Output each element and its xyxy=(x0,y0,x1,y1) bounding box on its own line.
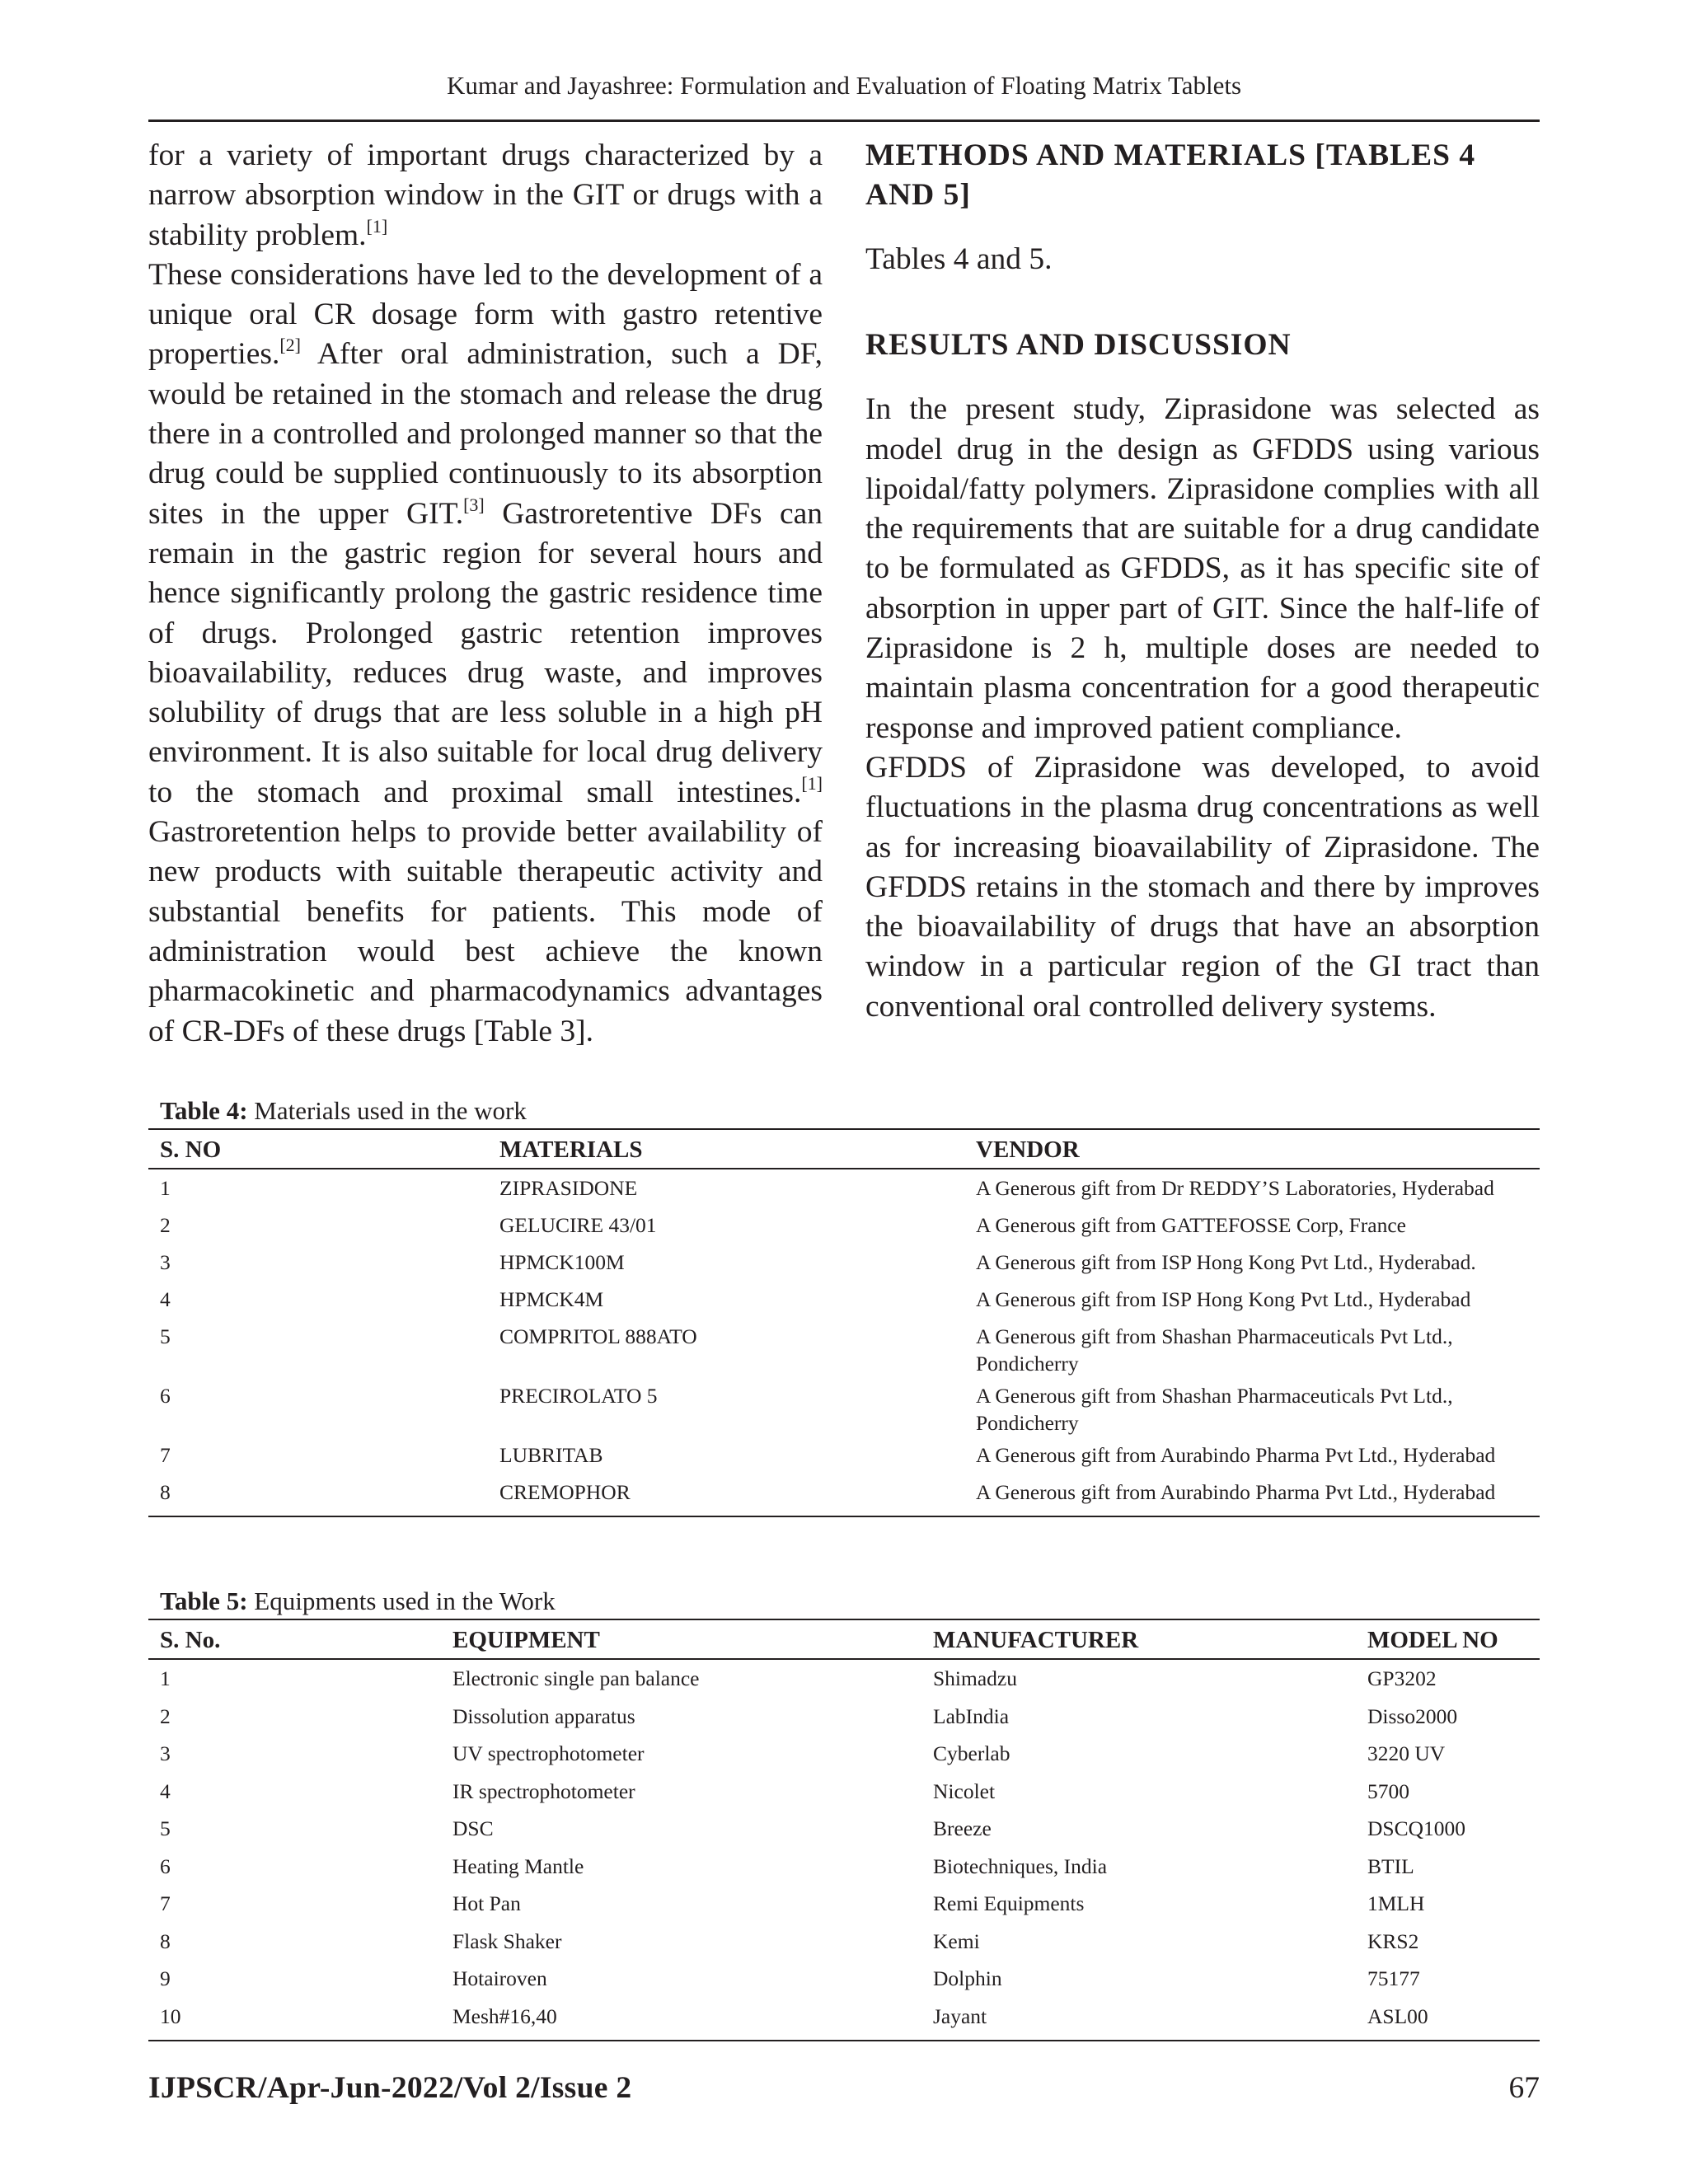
paragraph-text: After oral administration, such a DF, would be retained in the stomach and release the drug there in a controlled and prolonged manner so that the drug could be supplied continuously to its absorption sites in the upper GIT. xyxy=(148,337,823,531)
paragraph-text: Gastroretentive DFs can remain in the gastric region for several hours and hence significantly prolong the gastric residence time of drugs. Prolonged gastric retention improves bioavailability, reduces drug waste, and improves solubility of drugs that are less soluble in a high pH environment. It is also suitable for local drug delivery to the stomach and proximal small intestines. xyxy=(148,496,823,809)
cell: Dolphin xyxy=(933,1966,1002,1990)
cell: Cyberlab xyxy=(933,1741,1010,1765)
cell: Remi Equipments xyxy=(933,1891,1085,1915)
cell: 4 xyxy=(160,1287,171,1311)
cell: 7 xyxy=(160,1443,171,1467)
table-row xyxy=(148,1773,1540,1811)
paragraph-gastroretention xyxy=(148,255,823,1052)
table-5-block xyxy=(148,1586,1540,2041)
cell: Electronic single pan balance xyxy=(452,1666,700,1690)
cell: 8 xyxy=(148,1474,488,1516)
cell: 3 xyxy=(160,1250,171,1274)
citation-ref: [1] xyxy=(366,215,388,237)
cell: HPMCK100M xyxy=(499,1250,625,1274)
table-header-row xyxy=(148,1619,1540,1659)
column-header: EQUIPMENT xyxy=(441,1619,921,1659)
cell: 5700 xyxy=(1367,1779,1409,1803)
column-header: S. NO xyxy=(148,1129,488,1169)
right-column xyxy=(865,136,1540,1027)
paragraph-continuation xyxy=(148,136,823,255)
citation-ref: [1] xyxy=(801,772,823,794)
cell: 3220 UV xyxy=(1367,1741,1446,1765)
cell: A Generous gift from Aurabindo Pharma Pvt Ltd., Hyderabad xyxy=(964,1474,1540,1516)
cell: 3 xyxy=(160,1741,171,1765)
cell: A Generous gift from GATTEFOSSE Corp, France xyxy=(976,1213,1406,1237)
table-row xyxy=(148,1436,1540,1474)
cell: GP3202 xyxy=(1367,1666,1437,1690)
table-row xyxy=(148,1474,1540,1516)
caption-text: Materials used in the work xyxy=(247,1096,527,1125)
cell: Flask Shaker xyxy=(452,1929,562,1953)
column-header: S. No. xyxy=(148,1619,441,1659)
paragraph-text: for a variety of important drugs characterized by a narrow absorption window in the GIT or drugs with a stability problem. xyxy=(148,138,823,252)
table-row xyxy=(148,1998,1540,2041)
table-row xyxy=(148,1377,1540,1436)
column-header: MANUFACTURER xyxy=(921,1619,1356,1659)
cell: A Generous gift from Shashan Pharmaceuticals Pvt Ltd., Pondicherry xyxy=(976,1324,1453,1376)
cell: 5 xyxy=(160,1324,171,1348)
cell: 6 xyxy=(160,1384,171,1408)
running-head: Kumar and Jayashree: Formulation and Evaluation of Floating Matrix Tablets xyxy=(446,71,1242,100)
cell: 1MLH xyxy=(1367,1891,1425,1915)
cell: 9 xyxy=(160,1966,171,1990)
cell: 1 xyxy=(160,1666,171,1690)
table-row xyxy=(148,1169,1540,1207)
table-5-equipments xyxy=(148,1619,1540,2041)
cell: Breeze xyxy=(933,1816,992,1840)
table-row xyxy=(148,1318,1540,1377)
results-paragraph-1: In the present study, Ziprasidone was selected as model drug in the design as GFDDS using various lipoidal/fatty polymers. Ziprasidone complies with all the requirements that are suitable for a drug candidate to be formulated as GFDDS, as it has specific site of absorption in upper part of GIT. Since the half-life of Ziprasidone is 2 h, multiple doses are needed to maintain plasma concentration for a good therapeutic response and improved patient compliance. xyxy=(865,392,1540,745)
cell: A Generous gift from ISP Hong Kong Pvt Ltd., Hyderabad xyxy=(976,1287,1471,1311)
cell: ASL00 xyxy=(1356,1998,1540,2041)
cell: LUBRITAB xyxy=(499,1443,603,1467)
cell: Jayant xyxy=(921,1998,1356,2041)
cell: DSCQ1000 xyxy=(1367,1816,1466,1840)
page-number: 67 xyxy=(1508,2071,1540,2105)
table-row xyxy=(148,1281,1540,1318)
table-row xyxy=(148,1960,1540,1998)
results-paragraph-2: GFDDS of Ziprasidone was developed, to avoid fluctuations in the plasma drug concentrations as well as for increasing bioavailability of Ziprasidone. The GFDDS retains in the stomach and there by improves the bioavailability of drugs that have an absorption window in a particular region of the GI tract than conventional oral controlled delivery systems. xyxy=(865,750,1540,1024)
table-4-block xyxy=(148,1096,1540,1517)
cell: KRS2 xyxy=(1367,1929,1419,1953)
caption-label: Table 5: xyxy=(160,1586,248,1615)
cell: DSC xyxy=(452,1816,494,1840)
cell: Mesh#16,40 xyxy=(441,1998,921,2041)
cell: LabIndia xyxy=(933,1704,1010,1728)
citation-ref: [3] xyxy=(463,494,485,515)
cell: A Generous gift from Dr REDDY’S Laboratories, Hyderabad xyxy=(976,1176,1494,1200)
cell: A Generous gift from Shashan Pharmaceuticals Pvt Ltd., Pondicherry xyxy=(976,1384,1453,1435)
cell: A Generous gift from ISP Hong Kong Pvt Ltd., Hyderabad. xyxy=(976,1250,1476,1274)
cell: Biotechniques, India xyxy=(933,1854,1108,1878)
cell: Hotairoven xyxy=(452,1966,547,1990)
table-row xyxy=(148,1659,1540,1698)
cell: 4 xyxy=(160,1779,171,1803)
cell: COMPRITOL 888ATO xyxy=(499,1324,697,1348)
cell: BTIL xyxy=(1367,1854,1414,1878)
cell: 10 xyxy=(148,1998,441,2041)
paragraph-text: Gastroretention helps to provide better availability of new products with suitable therapeutic activity and substantial benefits for patients. This mode of administration would best achieve the known pharmacokinetic and pharmacodynamics advantages of CR-DFs of these drugs [Table 3]. xyxy=(148,815,823,1048)
left-column xyxy=(148,136,823,1052)
header-divider xyxy=(148,120,1540,122)
table-4-caption xyxy=(148,1096,1540,1126)
cell: Dissolution apparatus xyxy=(452,1704,635,1728)
cell: GELUCIRE 43/01 xyxy=(499,1213,657,1237)
table-row xyxy=(148,1848,1540,1886)
results-heading: RESULTS AND DISCUSSION xyxy=(865,328,1292,363)
cell: 2 xyxy=(160,1704,171,1728)
cell: Hot Pan xyxy=(452,1891,521,1915)
citation-ref: [2] xyxy=(279,335,301,356)
table-row xyxy=(148,1735,1540,1773)
table-row xyxy=(148,1207,1540,1244)
cell: 2 xyxy=(160,1213,171,1237)
caption-label: Table 4: xyxy=(160,1096,248,1125)
table-row xyxy=(148,1244,1540,1281)
cell: 7 xyxy=(160,1891,171,1915)
table-row xyxy=(148,1698,1540,1736)
cell: 5 xyxy=(160,1816,171,1840)
cell: PRECIROLATO 5 xyxy=(499,1384,658,1408)
cell: CREMOPHOR xyxy=(488,1474,964,1516)
journal-footer: IJPSCR/Apr-Jun-2022/Vol 2/Issue 2 xyxy=(148,2071,632,2105)
table-4-materials xyxy=(148,1128,1540,1517)
column-header: MATERIALS xyxy=(488,1129,964,1169)
cell: 8 xyxy=(160,1929,171,1953)
cell: A Generous gift from Aurabindo Pharma Pvt Ltd., Hyderabad xyxy=(976,1443,1496,1467)
cell: Disso2000 xyxy=(1367,1704,1458,1728)
methods-heading: METHODS AND MATERIALS [TABLES 4 AND 5] xyxy=(865,138,1476,212)
table-5-caption xyxy=(148,1586,1540,1616)
column-header: VENDOR xyxy=(964,1129,1540,1169)
cell: IR spectrophotometer xyxy=(452,1779,635,1803)
table-header-row xyxy=(148,1129,1540,1169)
cell: Kemi xyxy=(933,1929,980,1953)
table-row xyxy=(148,1923,1540,1961)
cell: Heating Mantle xyxy=(452,1854,584,1878)
caption-text: Equipments used in the Work xyxy=(247,1586,556,1615)
cell: 1 xyxy=(160,1176,171,1200)
cell: ZIPRASIDONE xyxy=(499,1176,638,1200)
cell: UV spectrophotometer xyxy=(452,1741,645,1765)
cell: 6 xyxy=(160,1854,171,1878)
table-row xyxy=(148,1885,1540,1923)
cell: Nicolet xyxy=(933,1779,996,1803)
paragraph-text: These considerations have led to the development of a unique oral CR dosage form with gastro retentive properties. xyxy=(148,257,823,372)
table-row xyxy=(148,1810,1540,1848)
column-header: MODEL NO xyxy=(1356,1619,1540,1659)
methods-text: Tables 4 and 5. xyxy=(865,242,1053,276)
cell: Shimadzu xyxy=(933,1666,1017,1690)
cell: 75177 xyxy=(1367,1966,1420,1990)
cell: HPMCK4M xyxy=(499,1287,604,1311)
